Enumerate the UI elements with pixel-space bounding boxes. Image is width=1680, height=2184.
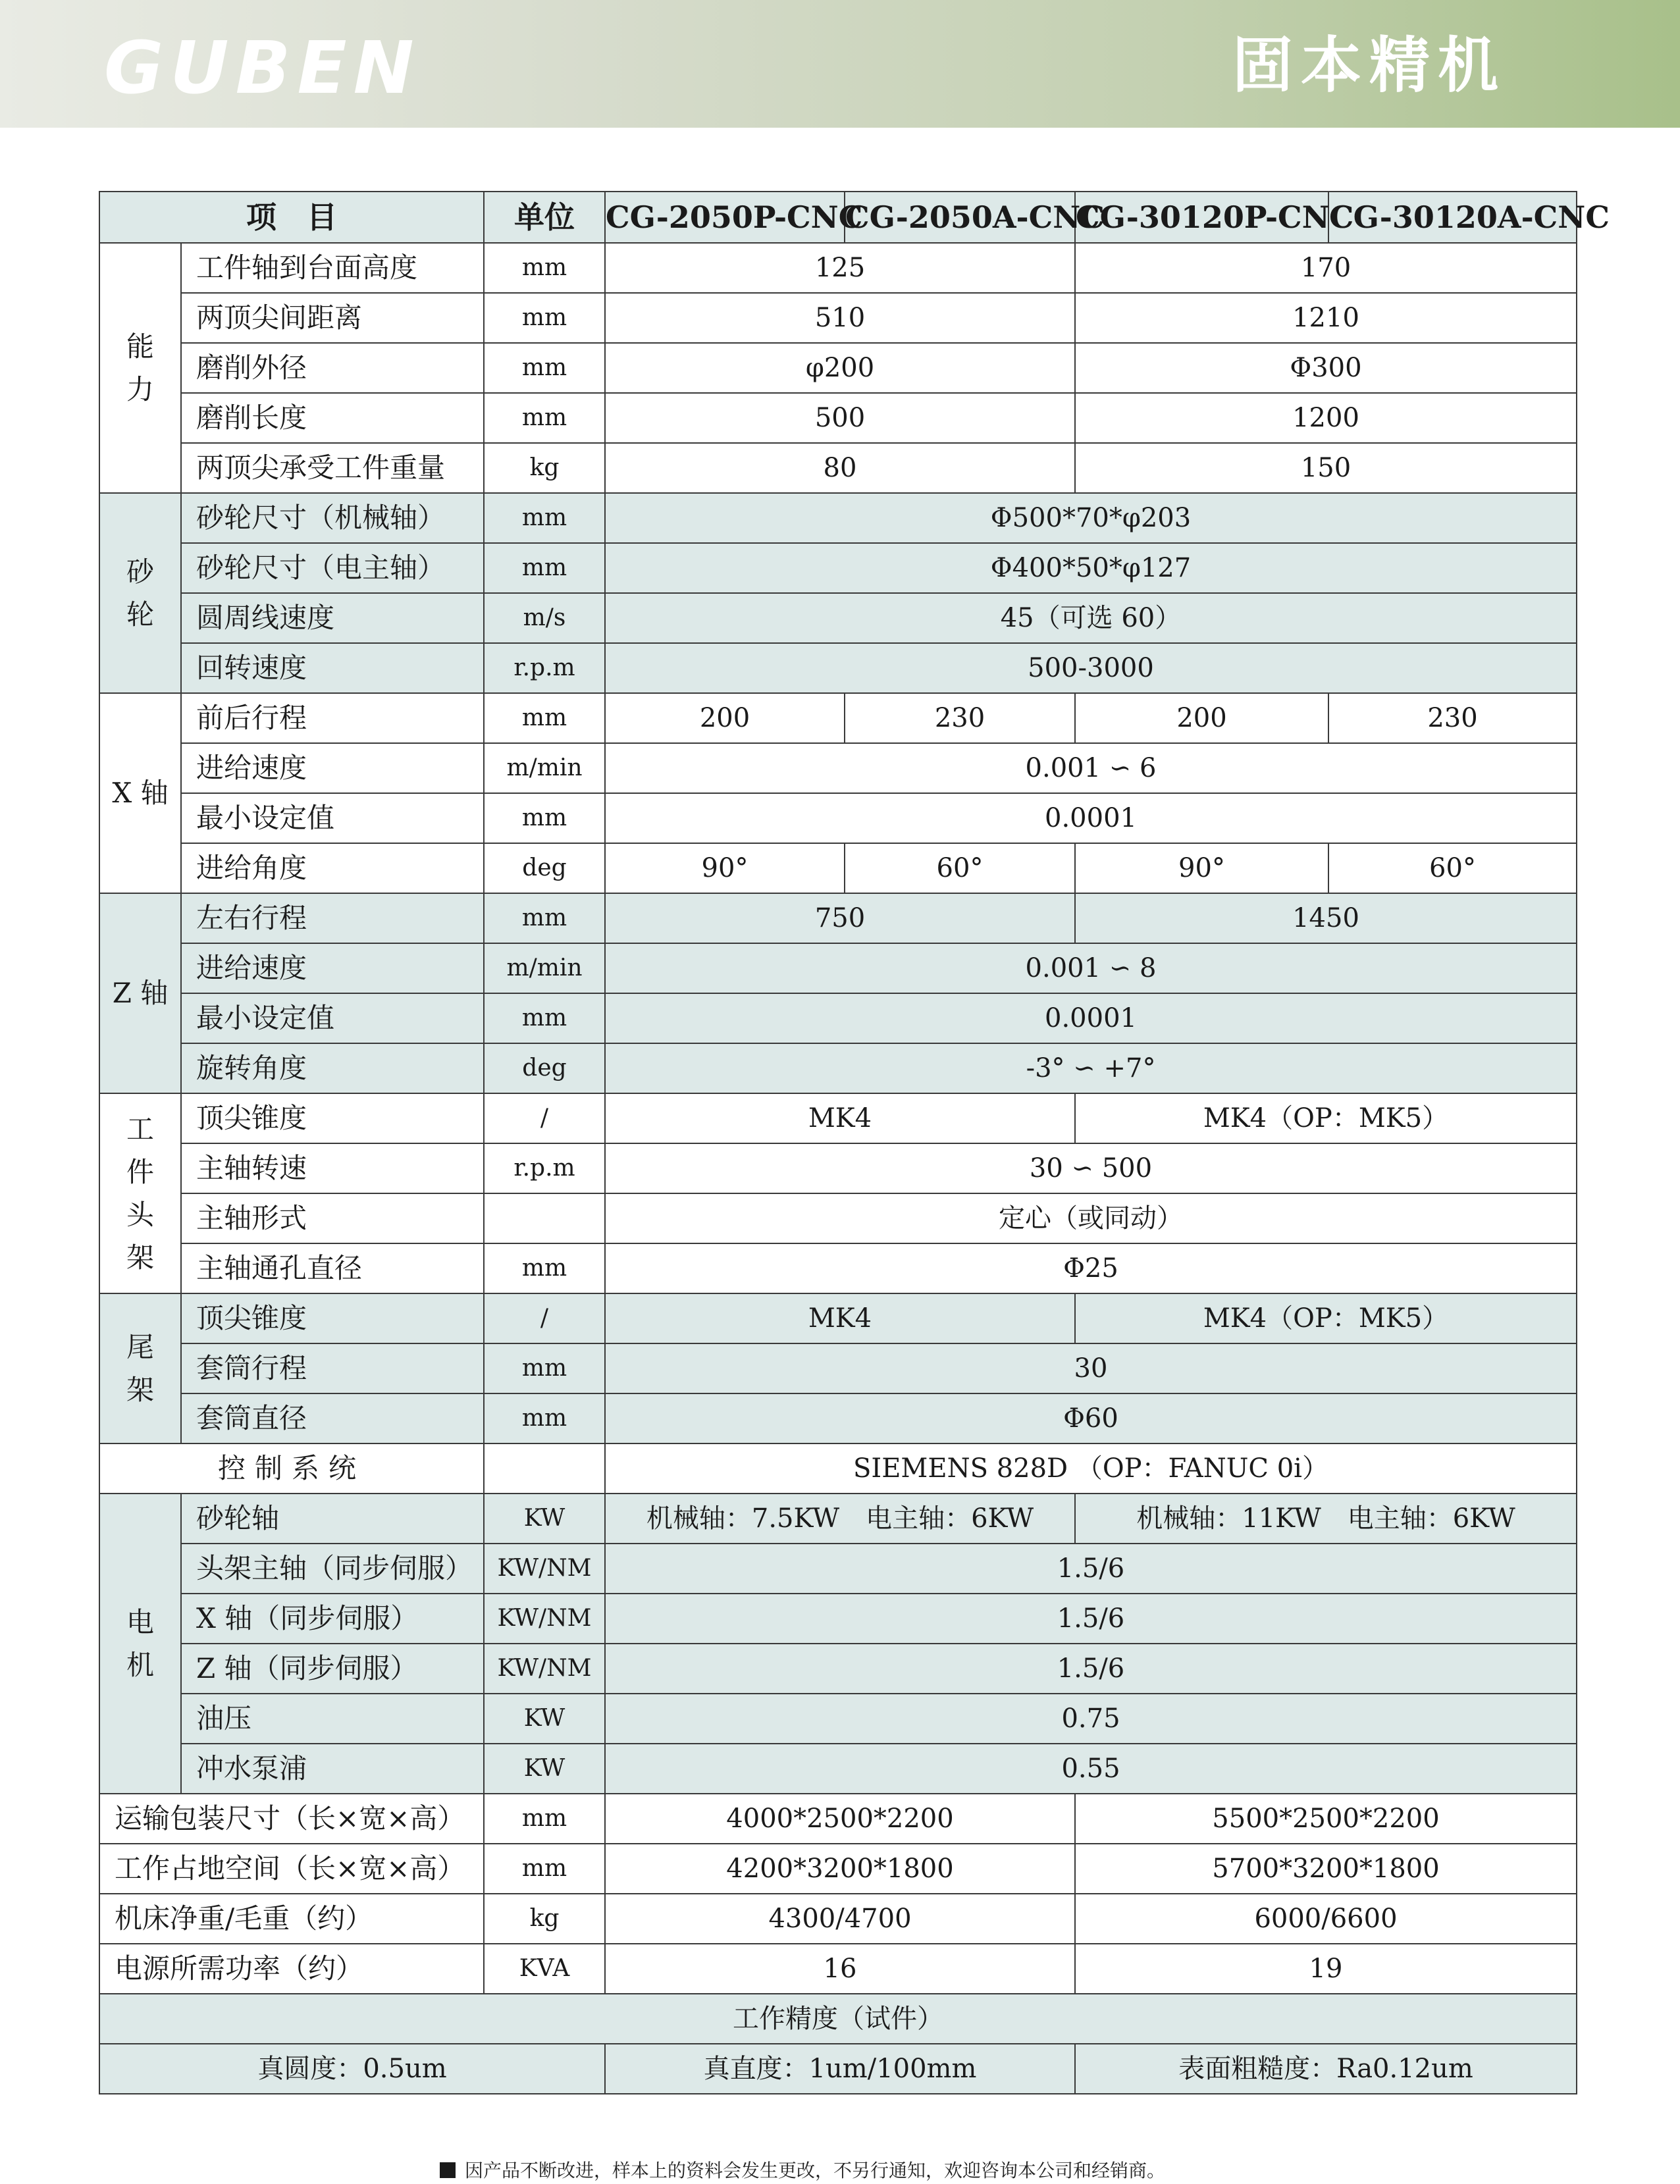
header-model-3: CG-30120P-CNC	[1075, 192, 1328, 243]
value-cell: Φ300	[1075, 343, 1577, 393]
item-cell: 砂轮尺寸（机械轴）	[181, 493, 484, 543]
control-system-label: 控制系统	[99, 1443, 484, 1494]
value-cell: 510	[605, 293, 1075, 343]
item-cell: 砂轮轴	[181, 1494, 484, 1544]
item-cell: 圆周线速度	[181, 593, 484, 643]
table-row	[99, 1794, 1577, 1844]
item-cell: 进给角度	[181, 843, 484, 893]
category-label: 砂 轮	[126, 555, 154, 631]
table-row	[99, 443, 1577, 493]
item-cell: 主轴通孔直径	[181, 1243, 484, 1293]
value-cell: 230	[1328, 693, 1577, 743]
value-cell: 60°	[845, 843, 1075, 893]
unit-cell: m/min	[484, 943, 605, 993]
table-row	[99, 1994, 1577, 2044]
category-tailstock	[99, 1293, 181, 1443]
item-cell: 机床净重/毛重（约）	[99, 1894, 484, 1944]
item-cell: Z 轴（同步伺服）	[181, 1644, 484, 1694]
category-capacity	[99, 243, 181, 493]
table-row	[99, 543, 1577, 593]
value-cell: Φ60	[605, 1393, 1577, 1443]
page-header-band	[0, 0, 1680, 128]
category-z-axis: Z 轴	[99, 893, 181, 1093]
accuracy-title: 工作精度（试件）	[99, 1994, 1577, 2044]
unit-cell: r.p.m	[484, 1143, 605, 1193]
value-cell: 5500*2500*2200	[1075, 1794, 1577, 1844]
table-row	[99, 343, 1577, 393]
category-label: 电 机	[126, 1605, 154, 1681]
unit-cell: mm	[484, 693, 605, 743]
table-row	[99, 793, 1577, 843]
value-cell: 4000*2500*2200	[605, 1794, 1075, 1844]
item-cell: 左右行程	[181, 893, 484, 943]
value-cell: 750	[605, 893, 1075, 943]
value-cell: 定心（或同动）	[605, 1193, 1577, 1243]
unit-cell: mm	[484, 1393, 605, 1443]
table-row	[99, 893, 1577, 943]
value-cell: 5700*3200*1800	[1075, 1844, 1577, 1894]
table-row	[99, 493, 1577, 543]
value-cell: -3° ∽ +7°	[605, 1043, 1577, 1093]
value-cell: 30	[605, 1343, 1577, 1393]
value-cell: 500-3000	[605, 643, 1577, 693]
table-row	[99, 1544, 1577, 1594]
item-cell: 油压	[181, 1694, 484, 1744]
header-model-4: CG-30120A-CNC	[1328, 192, 1577, 243]
footnote-text: 因产品不断改进，样本上的资料会发生更改，不另行通知，欢迎咨询本公司和经销商。	[465, 2160, 1166, 2181]
category-label: 工 件 头 架	[126, 1112, 154, 1274]
value-cell: 90°	[1075, 843, 1328, 893]
table-row	[99, 393, 1577, 443]
value-cell: 0.0001	[605, 993, 1577, 1043]
table-row	[99, 1894, 1577, 1944]
unit-cell: mm	[484, 343, 605, 393]
value-cell: 150	[1075, 443, 1577, 493]
value-cell: 6000/6600	[1075, 1894, 1577, 1944]
item-cell: 旋转角度	[181, 1043, 484, 1093]
category-wheel	[99, 493, 181, 693]
value-cell: 19	[1075, 1944, 1577, 1994]
unit-cell: mm	[484, 1243, 605, 1293]
value-cell: 170	[1075, 243, 1577, 293]
table-row	[99, 1093, 1577, 1143]
value-cell: Φ500*70*φ203	[605, 493, 1577, 543]
value-cell: 90°	[605, 843, 845, 893]
value-cell: 1.5/6	[605, 1644, 1577, 1694]
table-row	[99, 993, 1577, 1043]
unit-cell: /	[484, 1093, 605, 1143]
value-cell: MK4	[605, 1293, 1075, 1343]
header-model-1: CG-2050P-CNC	[605, 192, 845, 243]
unit-cell: mm	[484, 293, 605, 343]
table-row	[99, 1644, 1577, 1694]
item-cell: 冲水泵浦	[181, 1744, 484, 1794]
unit-cell: mm	[484, 1844, 605, 1894]
item-cell: 进给速度	[181, 743, 484, 793]
table-row	[99, 1594, 1577, 1644]
value-cell: 45（可选 60）	[605, 593, 1577, 643]
item-cell: 套筒直径	[181, 1393, 484, 1443]
unit-cell: r.p.m	[484, 643, 605, 693]
item-cell: 顶尖锥度	[181, 1293, 484, 1343]
table-header-row	[99, 192, 1577, 243]
value-cell: 4200*3200*1800	[605, 1844, 1075, 1894]
header-item: 项 目	[99, 192, 484, 243]
table-row	[99, 1744, 1577, 1794]
value-cell: 1.5/6	[605, 1544, 1577, 1594]
unit-cell: KW	[484, 1694, 605, 1744]
value-cell: 125	[605, 243, 1075, 293]
table-row	[99, 943, 1577, 993]
table-row	[99, 643, 1577, 693]
table-row	[99, 1193, 1577, 1243]
item-cell: 进给速度	[181, 943, 484, 993]
value-cell: 1.5/6	[605, 1594, 1577, 1644]
unit-cell	[484, 1193, 605, 1243]
value-cell: 500	[605, 393, 1075, 443]
table-row	[99, 1844, 1577, 1894]
value-cell: φ200	[605, 343, 1075, 393]
table-row	[99, 2044, 1577, 2094]
unit-cell: mm	[484, 893, 605, 943]
value-cell: Φ25	[605, 1243, 1577, 1293]
value-cell: 200	[1075, 693, 1328, 743]
item-cell: 两顶尖承受工件重量	[181, 443, 484, 493]
item-cell: 磨削长度	[181, 393, 484, 443]
table-row	[99, 1293, 1577, 1343]
item-cell: 套筒行程	[181, 1343, 484, 1393]
item-cell: X 轴（同步伺服）	[181, 1594, 484, 1644]
value-cell: 30 ∽ 500	[605, 1143, 1577, 1193]
unit-cell: mm	[484, 243, 605, 293]
item-cell: 两顶尖间距离	[181, 293, 484, 343]
table-row	[99, 293, 1577, 343]
item-cell: 最小设定值	[181, 793, 484, 843]
table-row	[99, 1043, 1577, 1093]
table-row	[99, 1143, 1577, 1193]
unit-cell: KW/NM	[484, 1644, 605, 1694]
category-label: 尾 架	[126, 1330, 154, 1406]
unit-cell	[484, 1443, 605, 1494]
item-cell: 运输包装尺寸（长×宽×高）	[99, 1794, 484, 1844]
item-cell: 砂轮尺寸（电主轴）	[181, 543, 484, 593]
unit-cell: m/s	[484, 593, 605, 643]
unit-cell: KW/NM	[484, 1594, 605, 1644]
brand-name-cn: 固本精机	[1232, 30, 1506, 101]
unit-cell: mm	[484, 543, 605, 593]
item-cell: 电源所需功率（约）	[99, 1944, 484, 1994]
value-cell: MK4（OP：MK5）	[1075, 1093, 1577, 1143]
unit-cell: /	[484, 1293, 605, 1343]
value-cell: 4300/4700	[605, 1894, 1075, 1944]
unit-cell: mm	[484, 993, 605, 1043]
accuracy-roundness: 真圆度：0.5um	[99, 2044, 605, 2094]
item-cell: 前后行程	[181, 693, 484, 743]
unit-cell: mm	[484, 1343, 605, 1393]
value-cell: 0.001 ∽ 8	[605, 943, 1577, 993]
value-cell: 0.75	[605, 1694, 1577, 1744]
value-cell: SIEMENS 828D （OP：FANUC 0i）	[605, 1443, 1577, 1494]
unit-cell: KW	[484, 1494, 605, 1544]
unit-cell: mm	[484, 493, 605, 543]
accuracy-straightness: 真直度：1um/100mm	[605, 2044, 1075, 2094]
table-row	[99, 693, 1577, 743]
value-cell: 0.0001	[605, 793, 1577, 843]
table-row	[99, 243, 1577, 293]
item-cell: 主轴转速	[181, 1143, 484, 1193]
guben-logo: GUBEN	[104, 26, 421, 110]
unit-cell: kg	[484, 1894, 605, 1944]
table-row	[99, 1443, 1577, 1494]
value-cell: 机械轴：11KW 电主轴：6KW	[1075, 1494, 1577, 1544]
header-model-2: CG-2050A-CNC	[845, 192, 1075, 243]
table-row	[99, 743, 1577, 793]
unit-cell: m/min	[484, 743, 605, 793]
value-cell: 机械轴：7.5KW 电主轴：6KW	[605, 1494, 1075, 1544]
unit-cell: deg	[484, 1043, 605, 1093]
table-row	[99, 1393, 1577, 1443]
value-cell: 200	[605, 693, 845, 743]
value-cell: 16	[605, 1944, 1075, 1994]
square-bullet-icon	[440, 2162, 456, 2178]
value-cell: Φ400*50*φ127	[605, 543, 1577, 593]
unit-cell: mm	[484, 393, 605, 443]
footnote	[440, 2162, 1165, 2180]
category-motor	[99, 1494, 181, 1794]
value-cell: 1450	[1075, 893, 1577, 943]
unit-cell: KW	[484, 1744, 605, 1794]
value-cell: 230	[845, 693, 1075, 743]
unit-cell: mm	[484, 793, 605, 843]
unit-cell: kg	[484, 443, 605, 493]
item-cell: 最小设定值	[181, 993, 484, 1043]
unit-cell: mm	[484, 1794, 605, 1844]
table-row	[99, 843, 1577, 893]
value-cell: MK4	[605, 1093, 1075, 1143]
category-label: 能 力	[126, 330, 154, 405]
table-row	[99, 1944, 1577, 1994]
unit-cell: deg	[484, 843, 605, 893]
header-unit: 单位	[484, 192, 605, 243]
value-cell: 1210	[1075, 293, 1577, 343]
item-cell: 主轴形式	[181, 1193, 484, 1243]
value-cell: 60°	[1328, 843, 1577, 893]
value-cell: MK4（OP：MK5）	[1075, 1293, 1577, 1343]
unit-cell: KW/NM	[484, 1544, 605, 1594]
category-headstock	[99, 1093, 181, 1293]
value-cell: 0.55	[605, 1744, 1577, 1794]
spec-table	[99, 191, 1610, 2094]
category-x-axis: X 轴	[99, 693, 181, 893]
value-cell: 80	[605, 443, 1075, 493]
table-row	[99, 1243, 1577, 1293]
item-cell: 工件轴到台面高度	[181, 243, 484, 293]
table-row	[99, 1694, 1577, 1744]
table-row	[99, 1494, 1577, 1544]
unit-cell: KVA	[484, 1944, 605, 1994]
item-cell: 顶尖锥度	[181, 1093, 484, 1143]
table-row	[99, 593, 1577, 643]
item-cell: 回转速度	[181, 643, 484, 693]
accuracy-roughness: 表面粗糙度：Ra0.12um	[1075, 2044, 1577, 2094]
item-cell: 工作占地空间（长×宽×高）	[99, 1844, 484, 1894]
item-cell: 磨削外径	[181, 343, 484, 393]
table-row	[99, 1343, 1577, 1393]
value-cell: 0.001 ∽ 6	[605, 743, 1577, 793]
value-cell: 1200	[1075, 393, 1577, 443]
item-cell: 头架主轴（同步伺服）	[181, 1544, 484, 1594]
